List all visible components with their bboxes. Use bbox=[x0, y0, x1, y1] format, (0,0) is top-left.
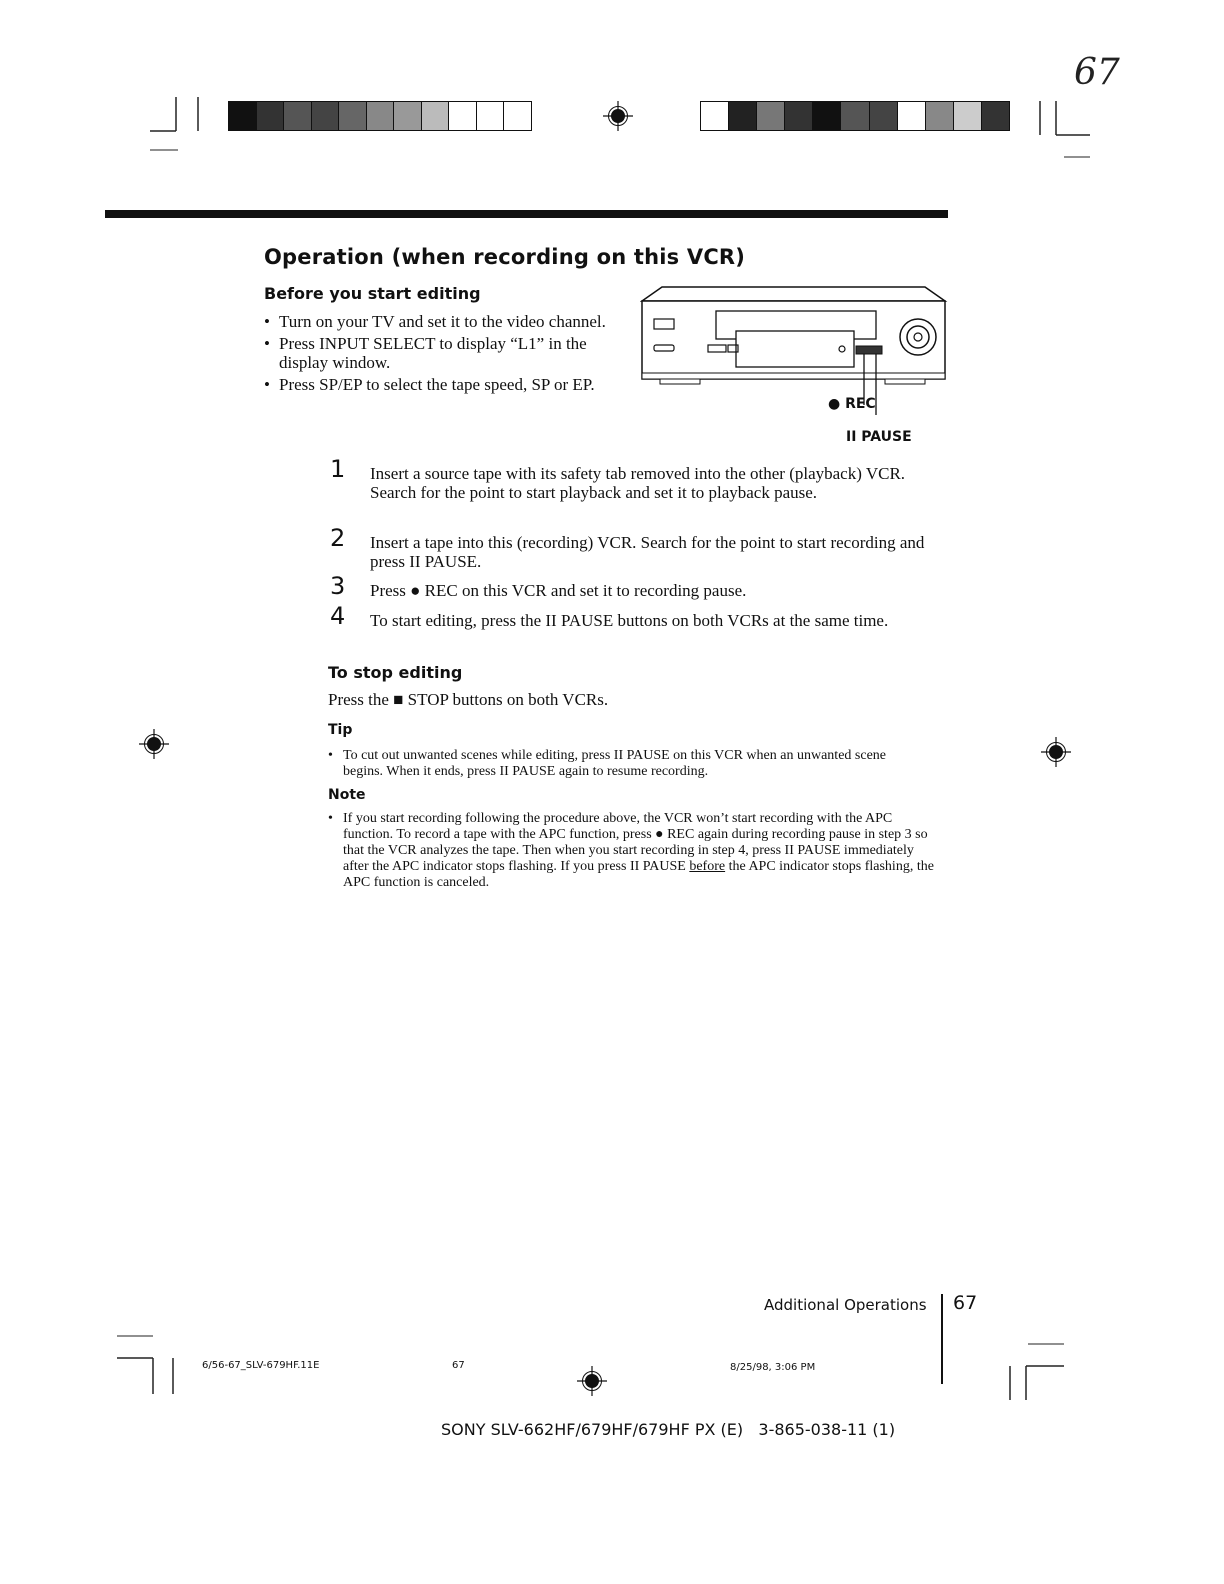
stop-editing-text: Press the ■ STOP buttons on both VCRs. bbox=[328, 690, 609, 709]
registration-target-icon bbox=[577, 1366, 607, 1396]
footer-page-number: 67 bbox=[953, 1292, 978, 1314]
rec-label: ● REC bbox=[828, 396, 876, 412]
registration-target-icon bbox=[1041, 737, 1071, 767]
step-4 bbox=[330, 602, 930, 630]
tip-text: • To cut out unwanted scenes while editing, press II PAUSE on this VCR when an unwanted scene begins. When it ends, press II PAUSE again to resume recording. bbox=[328, 748, 928, 780]
tip-heading: Tip bbox=[328, 722, 353, 738]
note-text-part: the APC indicator stops flashing, the APC function is canceled. bbox=[343, 859, 934, 890]
note-heading: Note bbox=[328, 787, 366, 803]
crop-mark-top-left bbox=[150, 95, 210, 155]
handwritten-page-number: 67 bbox=[1074, 52, 1120, 93]
crop-mark-bottom-left bbox=[115, 1330, 185, 1400]
print-page-number: 67 bbox=[452, 1360, 465, 1371]
registration-strip-left bbox=[228, 101, 532, 131]
list-item: • Turn on your TV and set it to the video channel. bbox=[264, 312, 634, 331]
crop-mark-top-right bbox=[1034, 95, 1094, 165]
step-number: 1 bbox=[330, 455, 346, 483]
crop-mark-bottom-right bbox=[1000, 1330, 1070, 1400]
note-text-part: If you start recording following the procedure above, the VCR won’t start recording with the APC function. To record a tape with the APC function, press ● REC again during recording pause in step 3 so that the VCR analyzes the tape. Then when you start recording in step 4, press II PAUSE immediately after the APC indicator stops flashing. If you press II PAUSE bbox=[343, 811, 928, 874]
note-text bbox=[328, 811, 936, 891]
tip-list bbox=[328, 748, 928, 783]
section-rule bbox=[105, 210, 948, 218]
section-title: Operation (when recording on this VCR) bbox=[264, 245, 746, 269]
step-text: To start editing, press the II PAUSE buttons on both VCRs at the same time. bbox=[370, 611, 889, 630]
step-2 bbox=[330, 524, 930, 571]
vcr-front-panel-illustration bbox=[640, 285, 950, 415]
step-number: 3 bbox=[330, 572, 346, 600]
list-item: • Press SP/EP to select the tape speed, SP or EP. bbox=[264, 375, 634, 394]
before-editing-heading: Before you start editing bbox=[264, 284, 481, 303]
list-item: • Press INPUT SELECT to display “L1” in the display window. bbox=[264, 334, 634, 372]
footer-divider bbox=[941, 1294, 943, 1384]
step-text: Insert a source tape with its safety tab removed into the other (playback) VCR. Search for the point to start playback and set it to playback pause. bbox=[370, 464, 906, 502]
step-1 bbox=[330, 455, 930, 502]
note-list bbox=[328, 811, 936, 894]
print-file-name: 6/56-67_SLV-679HF.11E bbox=[202, 1360, 320, 1371]
step-number: 2 bbox=[330, 524, 346, 552]
model-line: SONY SLV-662HF/679HF/679HF PX (E) 3-865-038-11 (1) bbox=[441, 1420, 896, 1439]
registration-target-icon bbox=[603, 101, 633, 131]
step-3 bbox=[330, 572, 930, 600]
step-text: Insert a tape into this (recording) VCR. Search for the point to start recording and press II PAUSE. bbox=[370, 533, 925, 571]
pause-label: II PAUSE bbox=[846, 429, 912, 445]
registration-target-icon bbox=[139, 729, 169, 759]
registration-strip-right bbox=[700, 101, 1010, 131]
step-text: Press ● REC on this VCR and set it to recording pause. bbox=[370, 581, 747, 600]
note-emphasis: before bbox=[689, 859, 726, 874]
footer-section-name: Additional Operations bbox=[764, 1296, 927, 1314]
before-editing-list bbox=[264, 312, 634, 397]
print-timestamp: 8/25/98, 3:06 PM bbox=[730, 1362, 816, 1373]
stop-editing-heading: To stop editing bbox=[328, 663, 463, 682]
step-number: 4 bbox=[330, 602, 346, 630]
